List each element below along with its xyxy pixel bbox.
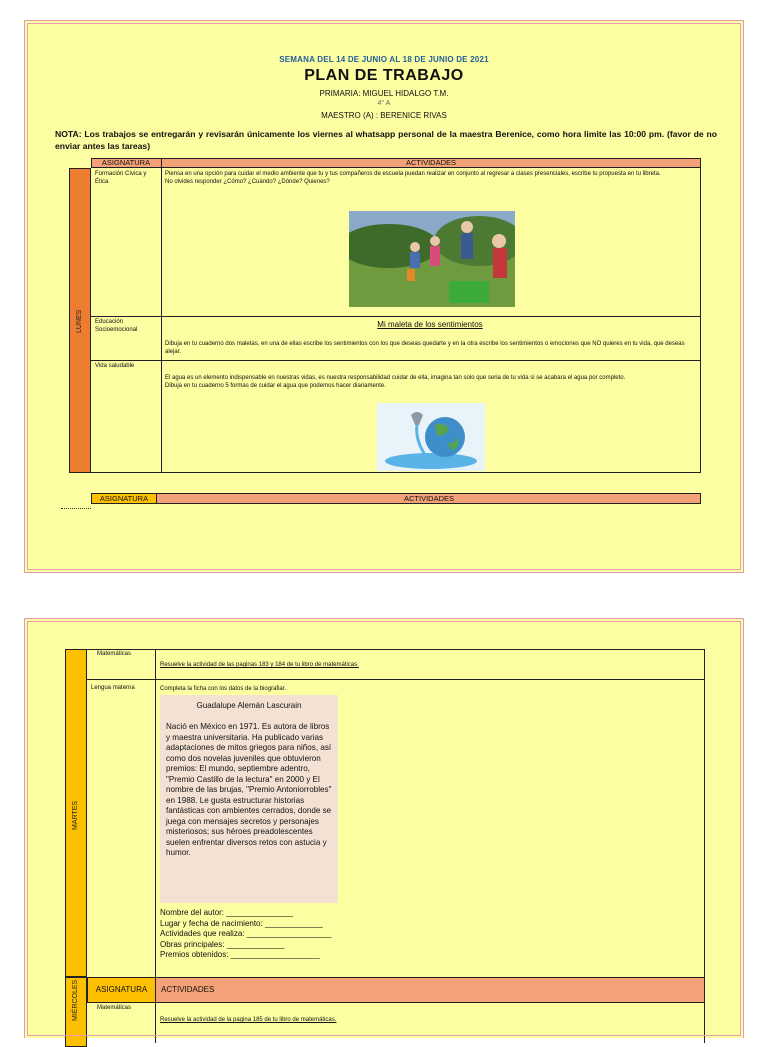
biography-card [160, 695, 338, 903]
form-field-author[interactable]: Nombre del autor: _______________ [160, 908, 293, 917]
activity-math-wednesday: Resuelve la actividad de la pagina 185 de tu libro de matemáticas. [160, 1017, 337, 1023]
activity-math-tuesday: Resuelve la actividad de las paginas 183 y 184 de tu libro de matemáticas. [160, 662, 359, 668]
page-title: PLAN DE TRABAJO [304, 67, 464, 84]
grade-label: 4° A [377, 100, 391, 107]
document-header [25, 55, 743, 120]
header-subject: ASIGNATURA [99, 494, 149, 503]
table-right-border [704, 1003, 705, 1043]
activity-language: Completa la ficha con los datos de la biografiar. [160, 686, 287, 692]
earth-water-illustration [377, 403, 485, 471]
page-1 [24, 20, 744, 573]
dotted-line [61, 508, 91, 509]
subject-healthy-life: Vida saludable [95, 363, 135, 369]
header-subject: ASIGNATURA [101, 158, 151, 167]
table-right-border [700, 168, 701, 473]
row-divider [87, 679, 705, 680]
note-text: NOTA: Los trabajos se entregarán y revisarán únicamente los viernes al whatsapp personal de la maestra Berenice, como hora limite las 10:00 pm. (favor de no enviar antes las tareas) [55, 129, 717, 151]
biography-name: Guadalupe Alemán Lascurain [196, 701, 302, 710]
week-range: SEMANA DEL 14 DE JUNIO AL 18 DE JUNIO DE 2021 [279, 55, 489, 64]
day-label-monday: LUNES [76, 309, 83, 333]
biography-text: Nació en México en 1971. Es autora de libros y maestra universitaria. Ha publicado varias adaptaciones de mitos griegos para niños, así como dos novelas juveniles que obtuvieron premios: El mundo, septiembre adentro, "Premio Castillo de la lectura" en 2000 y El nombre de las brujas, "Premio Antoniorrobles" en 1988. Le gusta estructurar historias fantásticas con ambientes cerrados, donde se juega con mensajes secretos y personajes misteriosos; sus héroes preadolescentes suelen enfrentar diversos retos con astucia y humor. [166, 722, 332, 857]
subject-math-tuesday: Matemáticas [97, 651, 132, 657]
subject-socioemotional: Educación Socioemocional [95, 319, 138, 333]
row-divider [91, 360, 701, 361]
form-field-works[interactable]: Obras principales: _____________ [160, 939, 285, 949]
subject-math-wednesday: Matemáticas [97, 1005, 132, 1011]
form-field-birth[interactable]: Lugar y fecha de nacimiento: _____________ [160, 918, 323, 928]
children-recycling-photo [349, 211, 515, 307]
teacher-name: MAESTRO (A) : BERENICE RIVAS [321, 111, 447, 120]
page-2 [24, 618, 744, 1038]
row-divider [91, 316, 701, 317]
school-name: PRIMARIA: MIGUEL HIDALGO T.M. [319, 89, 449, 98]
form-field-awards[interactable]: Premios obtenidos: ____________________ [160, 950, 320, 959]
table-right-border [704, 649, 705, 977]
day-label-wednesday: MIÉRCOLES [72, 979, 79, 1021]
activity-civics: Piensa en una opción para cuidar el medio ambiente que tu y tus compañeros de escuela puedan realizar en conjunto al regresar a clases presenciales, escribe tu propuesta en tu libreta. No olvides responder ¿Cómo? ¿Cuándo? ¿Dónde? Quienes? [165, 171, 661, 185]
header-subject: ASIGNATURA [95, 985, 148, 994]
activity-title-suitcase: Mi maleta de los sentimientos [377, 320, 483, 329]
form-field-activities[interactable]: Actividades que realiza: ___________________ [160, 929, 332, 938]
subject-language: Lengua materna [91, 685, 135, 691]
biography-form [160, 908, 460, 961]
table-top-border [87, 649, 705, 650]
activity-socioemotional: Dibuja en tu cuaderno dos maletas, en una de ellas escribe los sentimientos con los que deseas quedarte y en la otra escribe los sentimientos o emociones que NO quieres en tu vida, que deseas alejar. [165, 341, 685, 355]
header-activities: ACTIVIDADES [403, 494, 454, 503]
header-activities: ACTIVIDADES [405, 158, 456, 167]
column-divider [155, 1003, 156, 1043]
day-label-tuesday: MARTES [72, 800, 79, 830]
header-activities: ACTIVIDADES [161, 985, 215, 994]
table-bottom-border [69, 472, 701, 473]
subject-civics: Formación Cívica y Ética [95, 171, 147, 185]
activity-healthy-life: El agua es un elemento indispensable en nuestras vidas, es nuestra responsabilidad cuidar de ella, imagina tan solo que seria de tu vida si se acabara el agua por completo. Dibuja en tu cuaderno 5 formas de cuidar el agua que podemos hacer diariamente. [165, 375, 626, 389]
column-divider [155, 649, 156, 977]
